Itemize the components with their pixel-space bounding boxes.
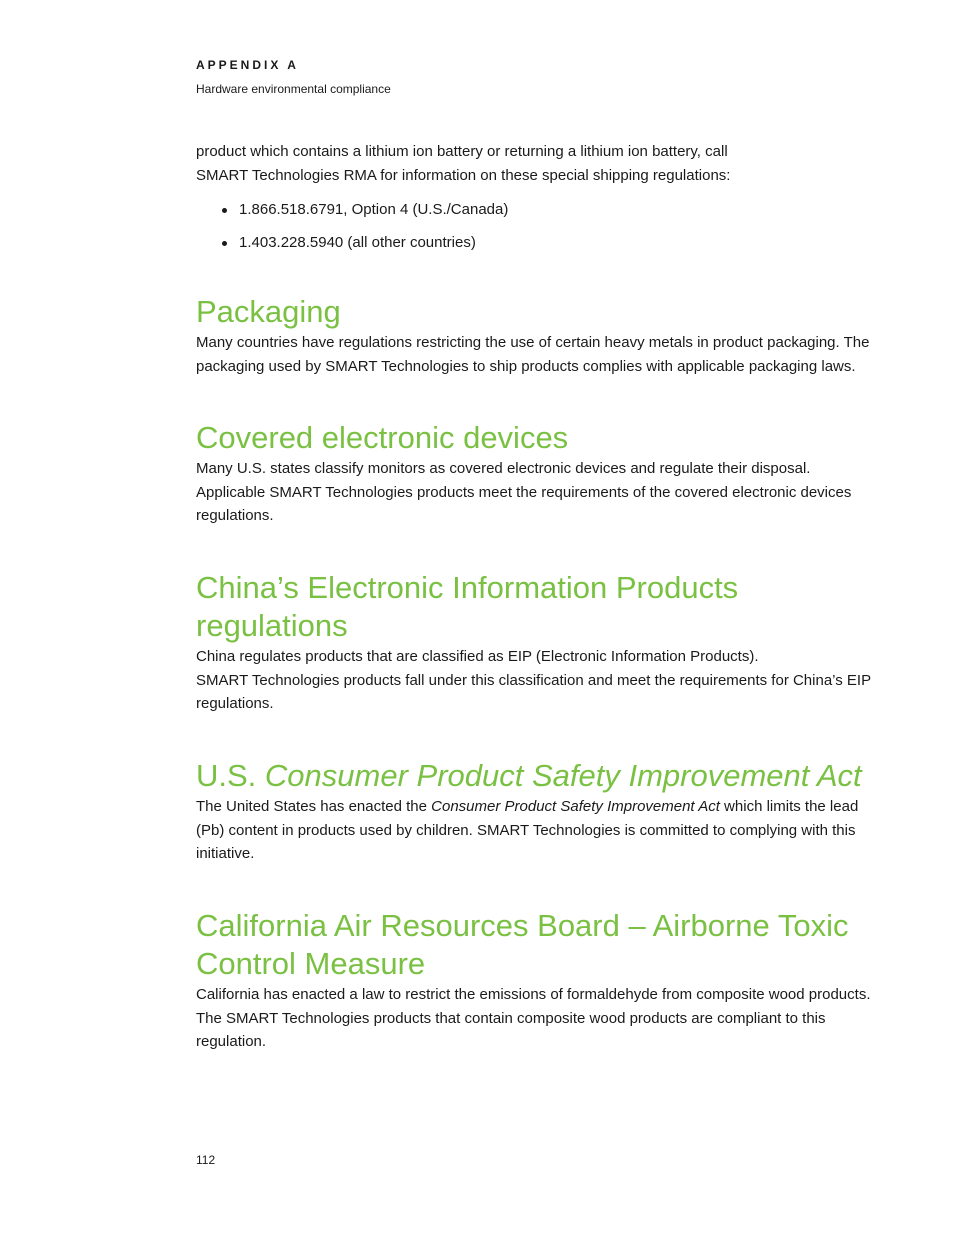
packaging-heading: Packaging	[196, 294, 341, 329]
phone-list	[196, 200, 876, 253]
cpsia-section	[196, 757, 876, 866]
covered-devices-heading: Covered electronic devices	[196, 420, 569, 455]
bullet-icon	[222, 208, 227, 213]
phone-number-us-canada: 1.866.518.6791, Option 4 (U.S./Canada)	[239, 201, 509, 218]
appendix-subtitle: Hardware environmental compliance	[196, 82, 391, 96]
carb-body: California has enacted a law to restrict the emissions of formaldehyde from composite wood products. The SMART Technologies products that contain composite wood products are compliant to this regulation.	[196, 986, 871, 1050]
intro-line-2: SMART Technologies RMA for information on these special shipping regulations:	[196, 166, 731, 184]
cpsia-body-suffix: which limits the lead (Pb) content in products used by children. SMART Technologies is committed to complying with this initiative.	[196, 798, 859, 862]
cpsia-heading-prefix: U.S.	[196, 758, 265, 793]
packaging-section	[196, 293, 876, 378]
china-eip-heading: China’s Electronic Information Products regulations	[196, 570, 739, 643]
cpsia-heading	[196, 757, 876, 795]
bullet-icon	[222, 241, 227, 246]
china-eip-section	[196, 569, 876, 716]
cpsia-body-prefix: The United States has enacted the	[196, 798, 432, 815]
intro-line-1: product which contains a lithium ion battery or returning a lithium ion battery, call	[196, 143, 728, 160]
carb-section	[196, 907, 876, 1054]
china-eip-body-line-1: China regulates products that are classified as EIP (Electronic Information Products).	[196, 648, 759, 665]
phone-number-other: 1.403.228.5940 (all other countries)	[239, 234, 476, 251]
list-item	[196, 233, 876, 253]
page-number: 112	[196, 1153, 216, 1167]
covered-devices-body: Many U.S. states classify monitors as covered electronic devices and regulate their disposal. Applicable SMART Technologies products meet the requirements of the covered electronic devices regulations.	[196, 460, 852, 524]
cpsia-body-act-name: Consumer Product Safety Improvement Act	[431, 798, 720, 815]
appendix-label: APPENDIX A	[196, 58, 299, 72]
carb-heading: California Air Resources Board – Airborne Toxic Control Measure	[196, 908, 849, 981]
covered-devices-section	[196, 419, 876, 528]
intro-section	[196, 140, 876, 253]
packaging-body: Many countries have regulations restricting the use of certain heavy metals in product packaging. The packaging used by SMART Technologies to ship products complies with applicable packaging laws.	[196, 334, 870, 375]
cpsia-heading-act-name: Consumer Product Safety Improvement Act	[264, 758, 862, 793]
list-item	[196, 200, 876, 220]
china-eip-body-rest: SMART Technologies products fall under this classification and meet the requirements for China’s EIP regulations.	[196, 671, 871, 712]
cpsia-body	[196, 795, 876, 866]
